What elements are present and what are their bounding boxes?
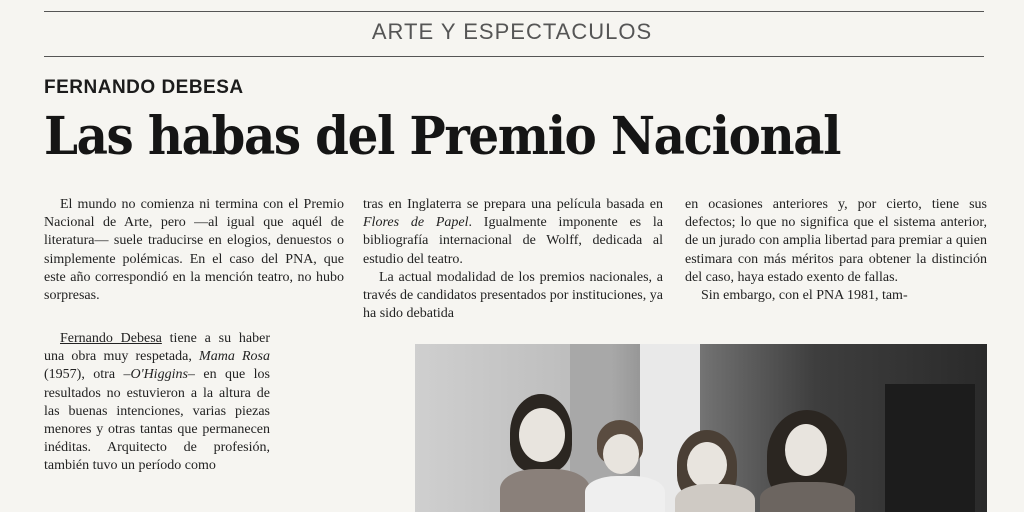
debesa-text-a: tiene a su haber una obra muy respetada, xyxy=(44,331,270,365)
ohiggins-title: O'Higgins xyxy=(130,367,188,383)
debesa-text-b: (1957), otra – xyxy=(44,367,131,383)
mama-rosa-title: Mama Rosa xyxy=(199,349,270,365)
top-rule xyxy=(44,11,984,12)
person-1-body xyxy=(500,469,590,512)
section-rule xyxy=(44,56,984,57)
debesa-name: Fernando Debesa xyxy=(60,331,162,346)
person-2-body xyxy=(585,476,665,512)
column-2-paragraph-2: La actual modalidad de los premios nacionales, a través de candidatos presentados por instituciones, ya ha sido debatida xyxy=(363,269,663,322)
column-2 xyxy=(363,196,663,323)
debesa-paragraph xyxy=(44,330,270,476)
photo-doorway xyxy=(885,384,975,512)
person-3-face xyxy=(687,442,727,488)
person-1-face xyxy=(519,408,565,462)
group-photo xyxy=(415,344,987,512)
column-1-lower xyxy=(44,330,270,476)
byline: FERNANDO DEBESA xyxy=(44,77,244,98)
column-2-paragraph-1 xyxy=(363,196,663,269)
person-2-face xyxy=(603,434,639,474)
person-4-face xyxy=(785,424,827,476)
person-4-body xyxy=(760,482,855,512)
column-3-paragraph-2: Sin embargo, con el PNA 1981, tam- xyxy=(701,288,908,304)
flores-de-papel-title: Flores de Papel xyxy=(363,215,469,231)
intro-paragraph: El mundo no comienza ni termina con el Premio Nacional de Arte, pero —al igual que aquél de literatura— suele traducirse en elogios, denuestos o simplemente polémicas. En el caso del PNA, que este año correspondió en la mención teatro, no hubo sorpresas. xyxy=(44,197,344,304)
column-3 xyxy=(685,196,987,305)
column-3-paragraph-1: en ocasiones anteriores y, por cierto, tiene sus defectos; lo que no significa que el sistema anterior, de un jurado con amplia libertad para premiar a quien estimara con más méritos para obtener la distinción del caso, haya estado exento de fallas. xyxy=(685,197,987,285)
headline: Las habas del Premio Nacional xyxy=(44,106,841,167)
column-1-intro xyxy=(44,196,344,305)
col2-text-b: . Igualmente imponente es la bibliografía internacional de Wolff, dedicada al estudio del teatro. xyxy=(363,215,664,267)
person-3-body xyxy=(675,484,755,512)
section-header: ARTE Y ESPECTACULOS xyxy=(371,19,653,44)
col2-text-a: tras en Inglaterra se prepara una película basada en xyxy=(363,197,663,212)
debesa-text-c: – en que los resultados no estuvieron a la altura de las buenas intenciones, varias piezas menores y otras tantas que permanecen inéditas. Arquitecto de profesión, también tuvo un período como xyxy=(44,367,270,474)
